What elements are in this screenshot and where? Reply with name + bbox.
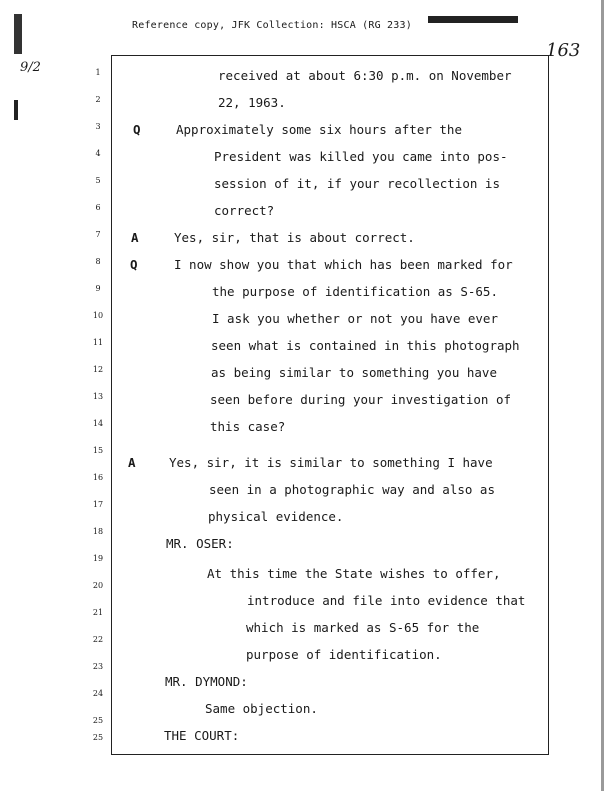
margin-note: 9/2	[20, 60, 41, 75]
transcript-line: MR. DYMOND:	[165, 674, 248, 689]
transcript-line: seen in a photographic way and also as	[209, 482, 495, 497]
transcript-line: as being similar to something you have	[211, 365, 497, 380]
line-number: 24	[92, 689, 104, 698]
transcript-line: I ask you whether or not you have ever	[212, 311, 498, 326]
line-number: 16	[92, 473, 104, 482]
transcript-line: I now show you that which has been marked for	[174, 257, 513, 272]
transcript-line: purpose of identification.	[246, 647, 442, 662]
line-number: 9	[95, 284, 101, 293]
line-number: 3	[95, 122, 101, 131]
line-number: 25	[92, 716, 104, 725]
transcript-line: Yes, sir, it is similar to something I have	[169, 455, 493, 470]
document-header: Reference copy, JFK Collection: HSCA (RG 233)	[132, 20, 412, 31]
transcript-line: correct?	[214, 203, 275, 218]
speaker-marker: A	[131, 230, 139, 245]
scan-mark	[14, 14, 22, 54]
transcript-line: At this time the State wishes to offer,	[207, 566, 501, 581]
transcript-line: received at about 6:30 p.m. on November	[218, 68, 512, 83]
scan-mark	[601, 0, 604, 791]
transcript-line: which is marked as S-65 for the	[246, 620, 480, 635]
line-number: 10	[92, 311, 104, 320]
line-number: 21	[92, 608, 104, 617]
transcript-line: Approximately some six hours after the	[176, 122, 462, 137]
line-number: 11	[92, 338, 104, 347]
transcript-line: session of it, if your recollection is	[214, 176, 500, 191]
transcript-line: introduce and file into evidence that	[247, 593, 526, 608]
line-number: 12	[92, 365, 104, 374]
transcript-line: seen what is contained in this photograph	[211, 338, 520, 353]
line-number: 7	[95, 230, 101, 239]
speaker-marker: Q	[130, 257, 138, 272]
line-number: 23	[92, 662, 104, 671]
line-number: 13	[92, 392, 104, 401]
scan-mark	[428, 16, 518, 23]
transcript-line: MR. OSER:	[166, 536, 234, 551]
line-number: 20	[92, 581, 104, 590]
transcript-line: 22, 1963.	[218, 95, 286, 110]
transcript-line: this case?	[210, 419, 286, 434]
transcript-line: physical evidence.	[208, 509, 344, 524]
transcript-line: seen before during your investigation of	[210, 392, 512, 407]
line-number: 15	[92, 446, 104, 455]
line-number: 5	[95, 176, 101, 185]
transcript-line: Yes, sir, that is about correct.	[174, 230, 415, 245]
page-number: 163	[546, 40, 581, 61]
scan-mark	[14, 100, 18, 120]
line-number: 19	[92, 554, 104, 563]
transcript-line: Same objection.	[205, 701, 318, 716]
line-number: 6	[95, 203, 101, 212]
line-number: 8	[95, 257, 101, 266]
transcript-line: the purpose of identification as S-65.	[212, 284, 498, 299]
line-number: 4	[95, 149, 101, 158]
speaker-marker: Q	[133, 122, 141, 137]
line-number: 22	[92, 635, 104, 644]
line-number: 1	[95, 68, 101, 77]
line-number: 2	[95, 95, 101, 104]
line-number: 17	[92, 500, 104, 509]
line-number: 25	[92, 733, 104, 742]
transcript-line: President was killed you came into pos-	[214, 149, 508, 164]
line-number: 14	[92, 419, 104, 428]
line-number: 18	[92, 527, 104, 536]
transcript-line: THE COURT:	[164, 728, 240, 743]
speaker-marker: A	[128, 455, 136, 470]
